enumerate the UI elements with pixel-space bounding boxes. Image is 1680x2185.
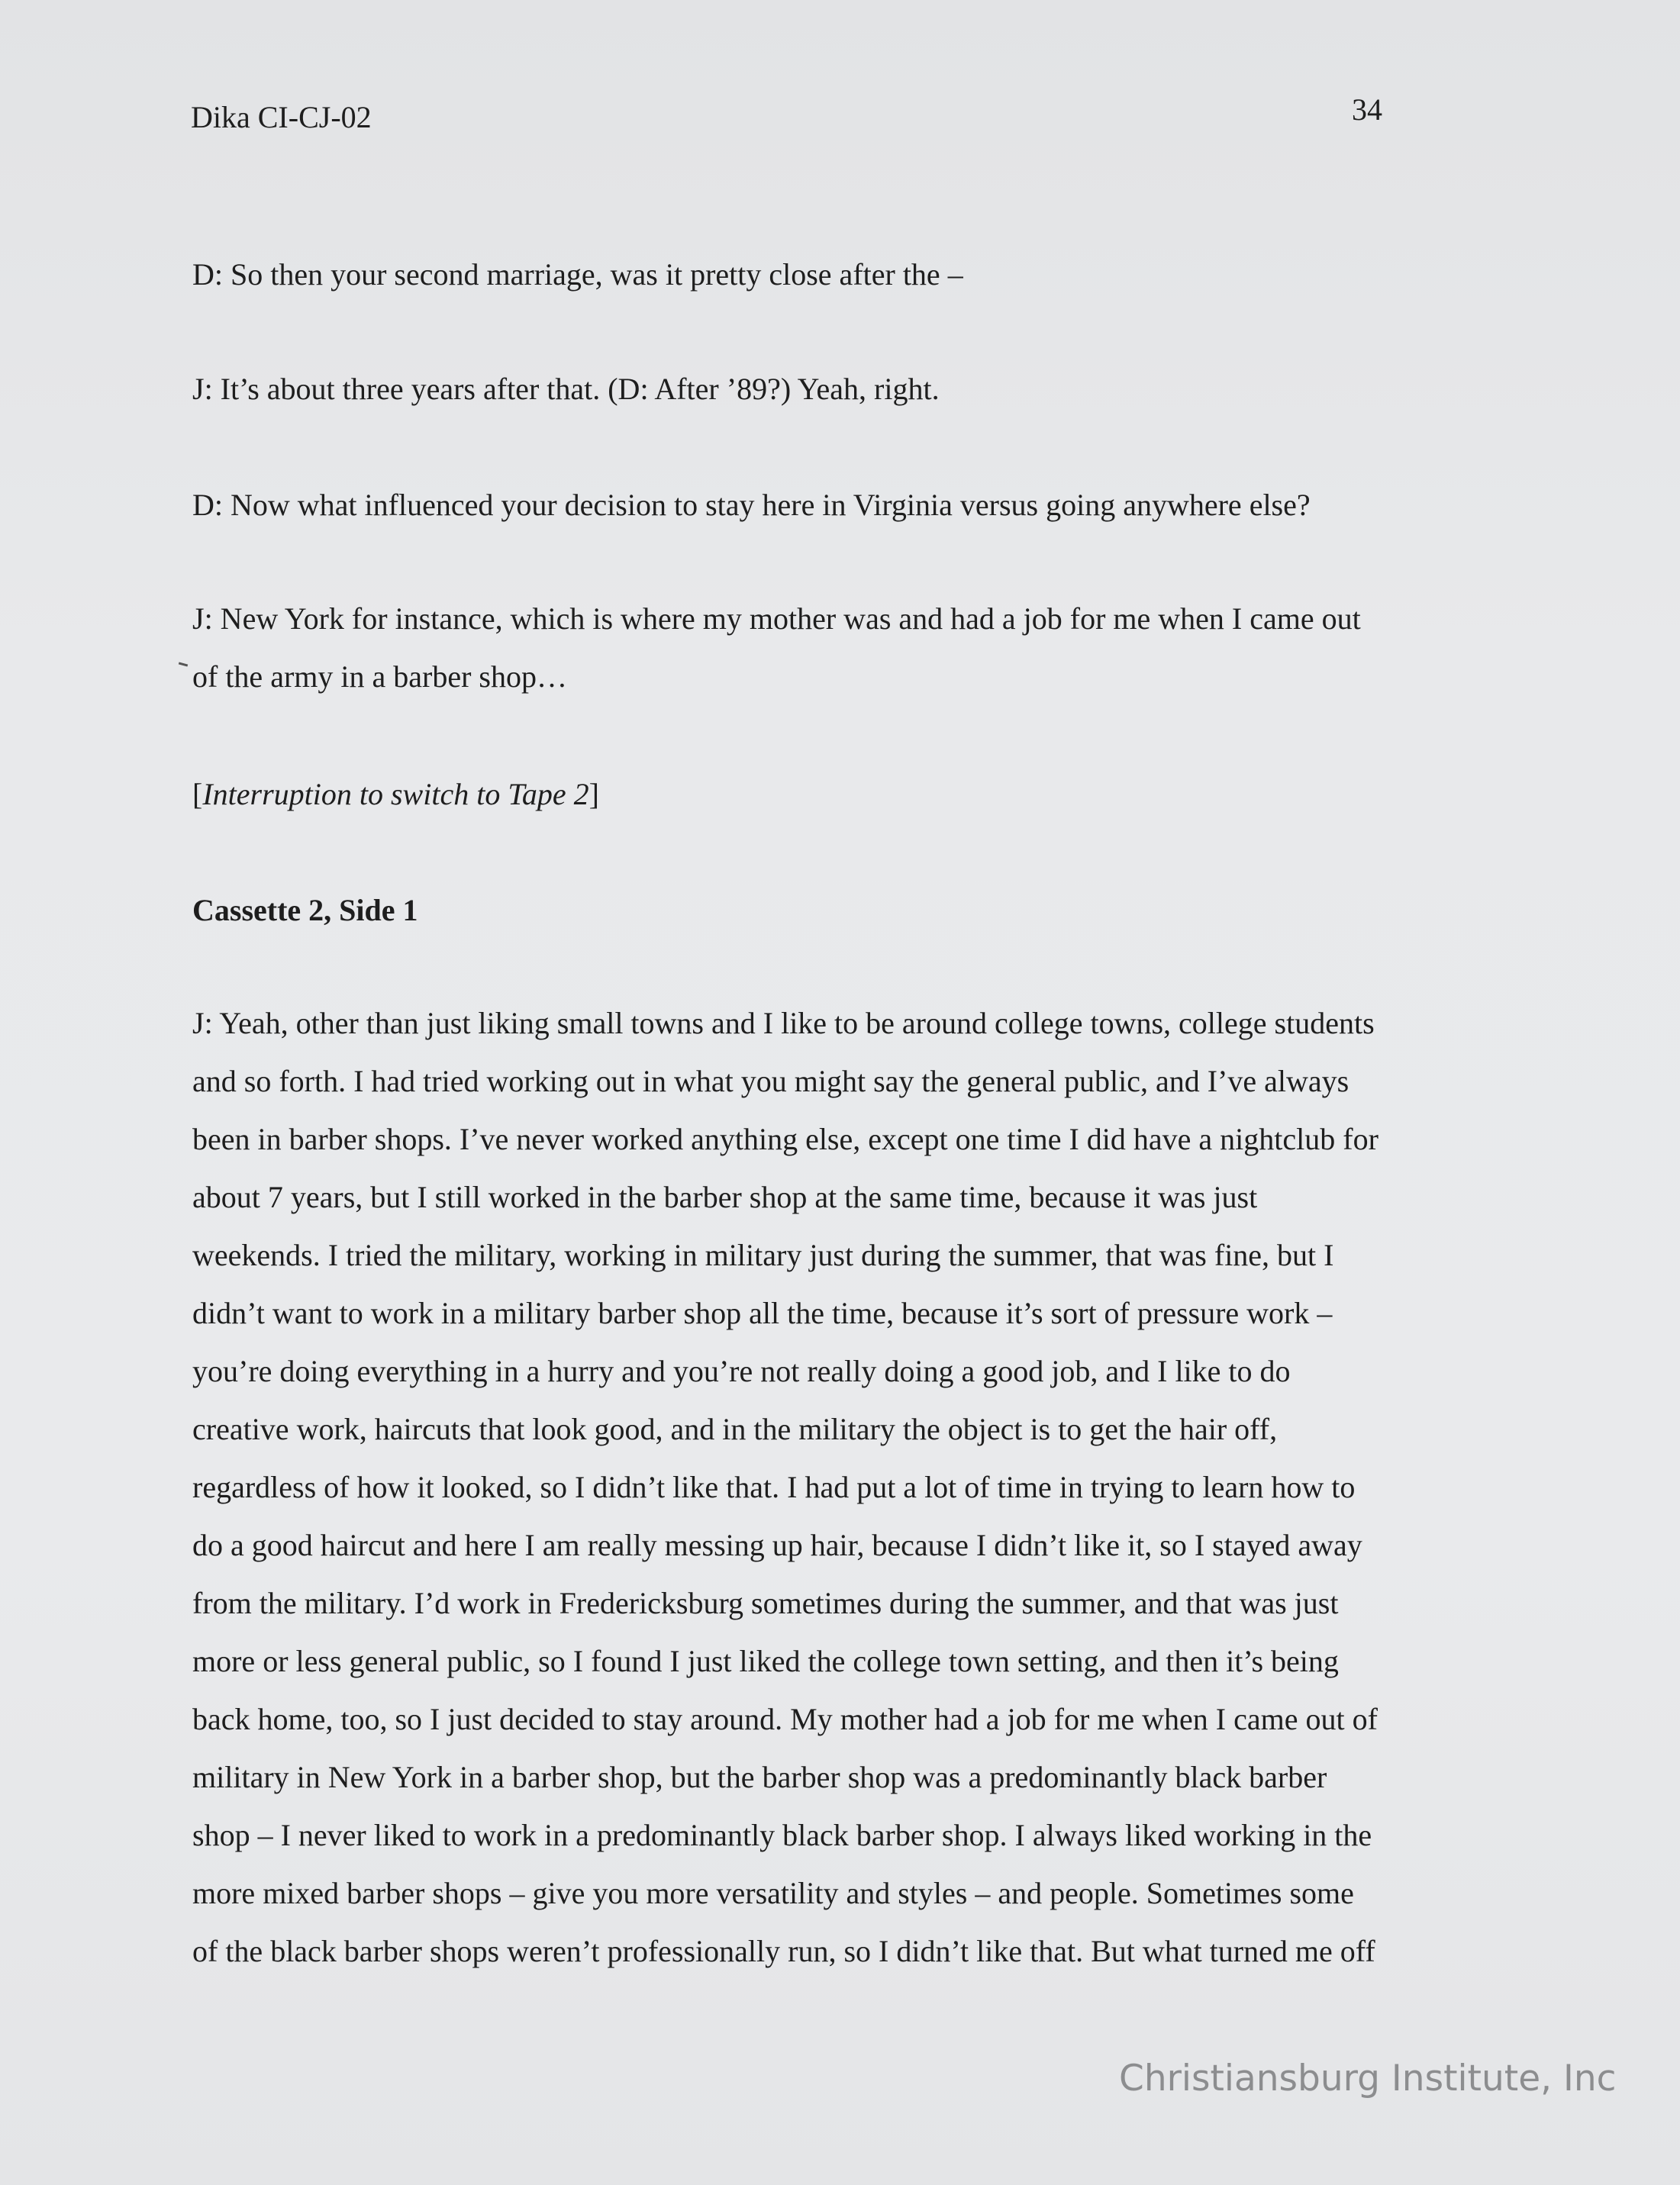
text-line: more or less general public, so I found I just liked the college town setting, and then it’s being <box>192 1644 1339 1678</box>
text-line: D: Now what influenced your decision to stay here in Virginia versus going anywhere else? <box>192 488 1311 522</box>
document-id: Dika CI-CJ-02 <box>191 100 372 134</box>
text-line: J: Yeah, other than just liking small towns and I like to be around college towns, college students <box>192 1006 1375 1040</box>
bracket-open: [ <box>192 777 203 811</box>
text-line: about 7 years, but I still worked in the barber shop at the same time, because it was just <box>192 1180 1258 1214</box>
text-line: weekends. I tried the military, working in military just during the summer, that was fine, but I <box>192 1238 1334 1272</box>
interruption-note <box>192 765 1505 823</box>
paragraph-1 <box>192 246 1505 304</box>
paragraph-5 <box>192 994 1505 1980</box>
text-line: of the army in a barber shop… <box>192 659 567 694</box>
text-line: from the military. I’d work in Fredericksburg sometimes during the summer, and that was just <box>192 1586 1339 1620</box>
paragraph-2 <box>192 360 1505 418</box>
stray-pen-mark <box>179 662 188 666</box>
paragraph-4 <box>192 590 1505 706</box>
text-line: regardless of how it looked, so I didn’t like that. I had put a lot of time in trying to learn how to <box>192 1470 1356 1504</box>
heading-text: Cassette 2, Side 1 <box>192 893 418 927</box>
text-line: been in barber shops. I’ve never worked anything else, except one time I did have a nightclub for <box>192 1122 1379 1156</box>
text-line: D: So then your second marriage, was it pretty close after the – <box>192 257 963 292</box>
section-heading <box>192 881 1505 939</box>
bracket-close: ] <box>588 777 599 811</box>
text-line: of the black barber shops weren’t professionally run, so I didn’t like that. But what turned me off <box>192 1934 1375 1968</box>
text-line: military in New York in a barber shop, but the barber shop was a predominantly black barber <box>192 1760 1327 1794</box>
text-line: J: It’s about three years after that. (D: After ’89?) Yeah, right. <box>192 372 940 406</box>
text-line: J: New York for instance, which is where my mother was and had a job for me when I came out <box>192 601 1361 636</box>
text-line: and so forth. I had tried working out in what you might say the general public, and I’ve always <box>192 1064 1349 1098</box>
watermark: Christiansburg Institute, Inc <box>1119 2058 1617 2100</box>
text-line <box>192 765 1505 823</box>
text-line: back home, too, so I just decided to stay around. My mother had a job for me when I came out of <box>192 1702 1378 1736</box>
interruption-text: Interruption to switch to Tape 2 <box>202 777 589 811</box>
text-line: more mixed barber shops – give you more versatility and styles – and people. Sometimes some <box>192 1876 1354 1910</box>
text-line: shop – I never liked to work in a predominantly black barber shop. I always liked working in the <box>192 1818 1372 1852</box>
page-number: 34 <box>1352 92 1382 127</box>
text-line: creative work, haircuts that look good, and in the military the object is to get the hair off, <box>192 1412 1278 1446</box>
paragraph-3 <box>192 476 1505 534</box>
text-line: didn’t want to work in a military barber shop all the time, because it’s sort of pressure work – <box>192 1296 1333 1330</box>
text-line: do a good haircut and here I am really messing up hair, because I didn’t like it, so I stayed away <box>192 1528 1362 1562</box>
text-line: you’re doing everything in a hurry and you’re not really doing a good job, and I like to do <box>192 1354 1291 1388</box>
